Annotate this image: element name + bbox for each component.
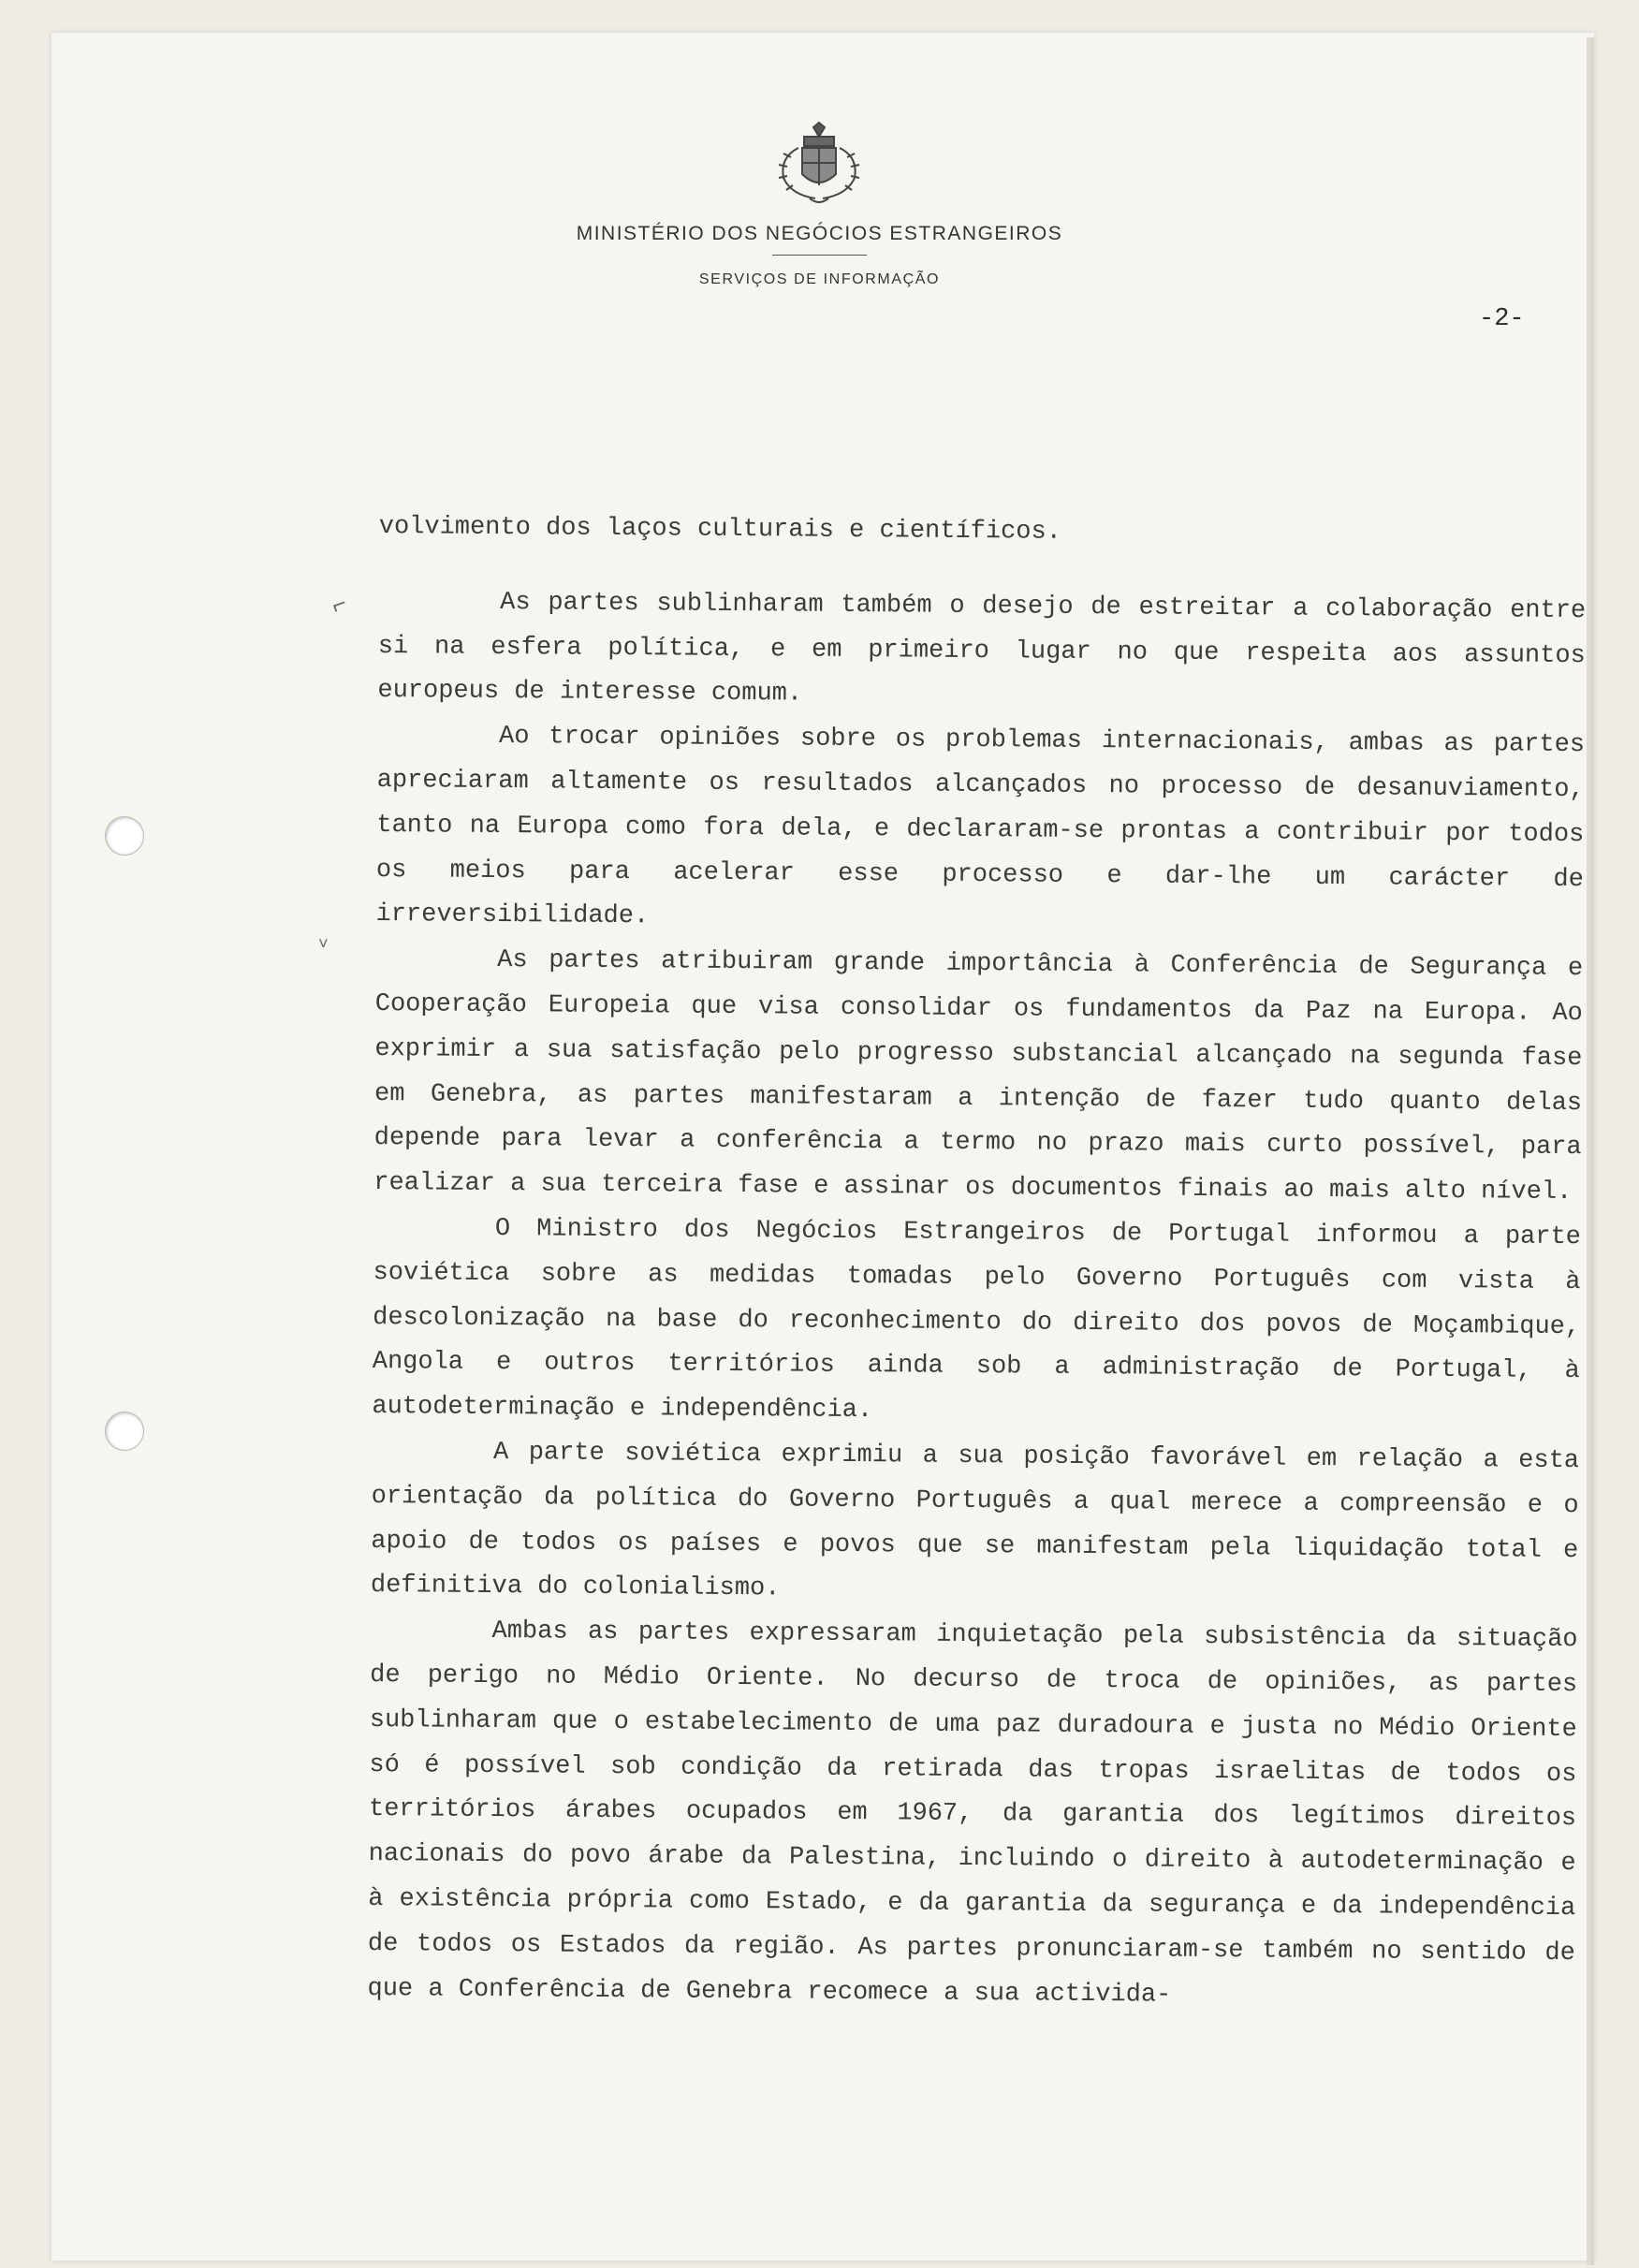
punch-hole-bottom <box>105 1412 144 1451</box>
document-body <box>367 505 1587 2021</box>
page-edge <box>1587 37 1594 2265</box>
paragraph-continuation: volvimento dos laços culturais e científicos. <box>378 512 1062 547</box>
paragraph: As partes atribuiram grande importância à Conferência de Segurança e Cooperação Europeia que visa consolidar os fundamentos da Paz na Europa. Ao exprimir a sua satisfação pelo progresso substancial alcançado na segunda fase em Genebra, as partes manifestaram a intenção de fazer tudo quanto delas depende para levar a conferência a termo no prazo mais curto possível, para realizar a sua terceira fase e assinar os documentos finais ao mais alto nível. <box>373 946 1584 1207</box>
punch-hole-top <box>105 816 144 856</box>
ministry-heading: MINISTÉRIO DOS NEGÓCIOS ESTRANGEIROS <box>576 223 1063 244</box>
coat-of-arms-icon <box>763 120 875 209</box>
paragraph: Ao trocar opiniões sobre os problemas internacionais, ambas as partes apreciaram altamente os resultados alcançados no processo de desanuviamento, tanto na Europa como fora dela, e declararam-se prontas a contribuir por todos os meios para acelerar esse processo e dar-lhe um carácter de irreversibilidade. <box>375 723 1586 931</box>
page-number: -2- <box>1479 305 1525 333</box>
paragraph: O Ministro dos Negócios Estrangeiros de Portugal informou a parte soviética sobre as medidas tomadas pelo Governo Português com vista à descolonização na base do reconhecimento do direito dos povos de Moçambique, Angola e outros territórios ainda sob a administração de Portugal, à autodeterminação e independência. <box>372 1214 1582 1426</box>
services-subheading: SERVIÇOS DE INFORMAÇÃO <box>698 271 941 287</box>
paragraph: Ambas as partes expressaram inquietação pela subsistência da situação de perigo no Médio Oriente. No decurso de troca de opiniões, as partes sublinharam que o estabelecimento de uma paz duradoura e justa no Médio Oriente só é possível sob condição da retirada das tropas israelitas de todos os territórios árabes ocupados em 1967, da garantia dos legítimos direitos nacionais do povo árabe da Palestina, incluindo o direito à autodeterminação e à existência própria como Estado, e da garantia da segurança e da independência de todos os Estados da região. As partes pronunciaram-se também no sentido de que a Conferência de Genebra recomece a sua activida- <box>367 1617 1578 2010</box>
margin-tick-mark: ˅ <box>318 936 329 955</box>
header-rule <box>772 255 867 256</box>
margin-tick-mark: ⌐ <box>328 590 352 622</box>
paragraph: A parte soviética exprimiu a sua posição favorável em relação a esta orientação da política do Governo Português a qual merece a compreensão e o apoio de todos os países e povos que se manifestam pela liquidação total e definitiva do colonialismo. <box>370 1438 1580 1603</box>
paragraph: As partes sublinharam também o desejo de estreitar a colaboração entre si na esfera política, e em primeiro lugar no que respeita aos assuntos europeus de interesse comum. <box>377 588 1587 709</box>
